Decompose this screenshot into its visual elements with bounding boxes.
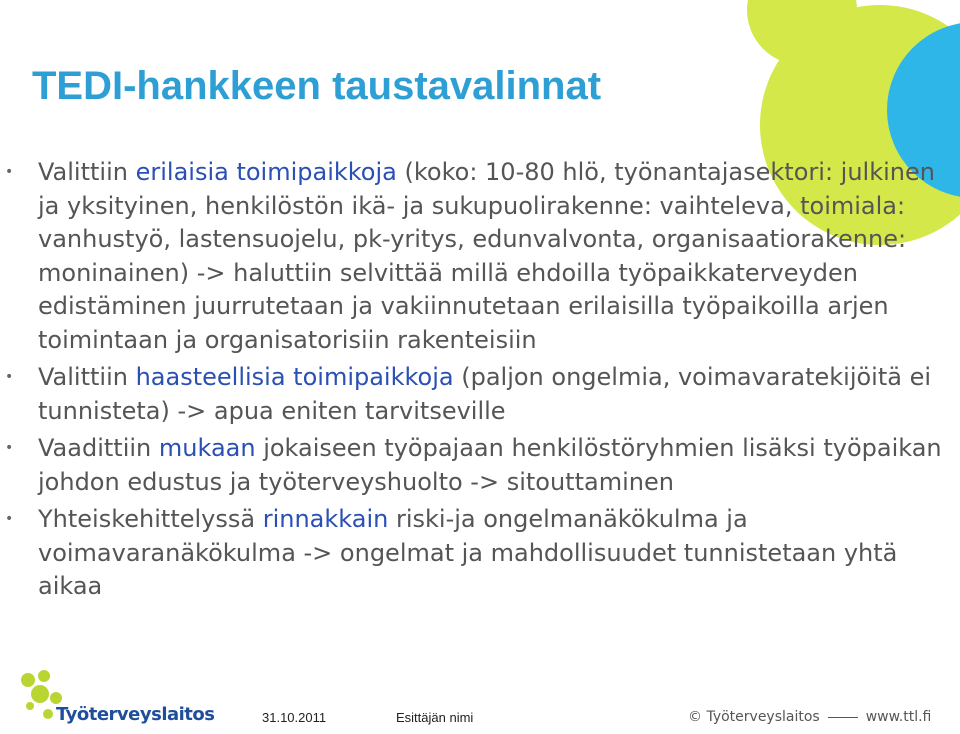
bullet-dot-icon: •: [5, 511, 14, 527]
bullet-highlight: haasteellisia toimipaikkoja: [135, 363, 454, 391]
bullet-text: Valittiin: [38, 158, 136, 186]
footer-divider: [828, 717, 858, 718]
bullet-text: Vaadittiin: [38, 434, 159, 462]
bullet-dot-icon: •: [5, 369, 14, 385]
footer-date: 31.10.2011: [262, 710, 327, 725]
slide-title: TEDI-hankkeen taustavalinnat: [32, 64, 602, 108]
bullet-text: Valittiin: [38, 363, 136, 391]
bullet-item-2: [5, 361, 948, 428]
bullet-text: (paljon ongelmia, voimavaratekijöitä ei tunnisteta) -> apua eniten tarvitseville: [38, 363, 932, 425]
bullet-text: Yhteiskehittelyssä: [38, 505, 263, 533]
bullet-list: [5, 156, 948, 608]
bullet-highlight: mukaan: [158, 434, 256, 462]
bullet-item-3: [5, 432, 948, 499]
bullet-highlight: erilaisia toimipaikkoja: [135, 158, 397, 186]
footer-right: [688, 709, 931, 725]
bullet-dot-icon: •: [5, 164, 14, 180]
bullet-dot-icon: •: [5, 440, 14, 456]
bullet-item-4: [5, 503, 948, 604]
footer-presenter: Esittäjän nimi: [396, 710, 474, 725]
bullet-text: jokaiseen työpajaan henkilöstöryhmien lisäksi työpaikan johdon edustus ja työterveyshuolto -> sitouttaminen: [38, 434, 942, 496]
bullet-highlight: rinnakkain: [262, 505, 389, 533]
bullet-item-1: [5, 156, 948, 357]
footer-copyright: © Työterveyslaitos: [688, 709, 820, 725]
footer-url[interactable]: www.ttl.fi: [865, 709, 932, 725]
bullet-text: riski-ja ongelmanäkökulma ja voimavaranäkökulma -> ongelmat ja mahdollisuudet tunnistetaan yhtä aikaa: [38, 505, 898, 600]
bullet-text: (koko: 10-80 hlö, työnantajasektori: julkinen ja yksityinen, henkilöstön ikä- ja sukupuolirakenne: vaihteleva, toimiala: vanhustyö, lastensuojelu, pk-yritys, edunvalvonta, organisaatiorakenne: moninainen) -> haluttiin selvittää millä ehdoilla työpaikkaterveyden edistäminen juurrutetaan ja vakiinnutetaan erilaisilla työpaikoilla arjen toimintaan ja organisatorisiin rakenteisiin: [38, 158, 935, 354]
logo-wordmark: Työterveyslaitos: [56, 704, 215, 725]
